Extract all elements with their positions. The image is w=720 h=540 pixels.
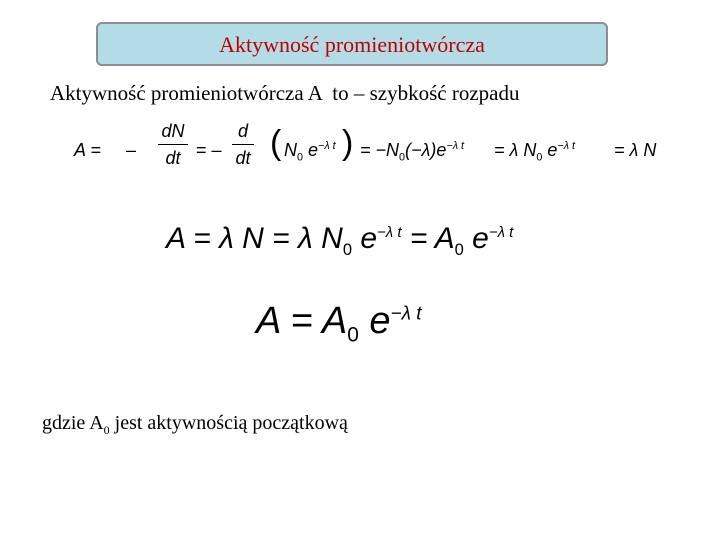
eq2-e2: e (472, 222, 489, 255)
eq1-frac1-denominator: dt (165, 148, 181, 168)
eq1-fraction-dNdt (158, 120, 188, 169)
eq1-frac1-bar (158, 144, 188, 145)
eq1-paren-content: $N_0$ $e^{-\lambda t}$ (284, 140, 336, 164)
eq2-part1: A = λ N = λ N (166, 222, 343, 255)
eq2-e1: e (360, 222, 378, 255)
eq1-equals-minus: = – (196, 140, 222, 160)
eq1-frac2-numerator: d (237, 121, 248, 141)
eq1-paren-open: ( (270, 124, 282, 162)
eq2-sub1: 0 (342, 241, 352, 259)
eq3-part1: A = A (256, 300, 348, 342)
eq1-lhs: A = (74, 140, 101, 160)
equation-derivation (74, 120, 674, 184)
equation-activity-decay (256, 300, 422, 348)
eq1-frac2-bar (232, 144, 254, 145)
eq2-sub2: 0 (454, 241, 464, 259)
eq1-paren-close: ) (342, 124, 354, 162)
eq2-exp1: −λ t (377, 224, 402, 241)
eq1-frac1-numerator: dN (161, 121, 185, 141)
slide-title: Aktywność promieniotwórcza (219, 32, 485, 57)
eq1-fraction-ddt (232, 120, 254, 169)
equation-activity-full (166, 222, 513, 260)
definition-text: Aktywność promieniotwórcza A to – szybkość rozpadu (50, 81, 520, 105)
eq1-middle-term: = $-N_0(-\lambda)e^{-\lambda t}$ (360, 140, 465, 164)
eq1-frac2-denominator: dt (235, 148, 251, 168)
footnote-sub: 0 (103, 423, 110, 437)
eq1-lambda-term: = λ $N_0$ $e^{-\lambda t}$ (494, 140, 576, 164)
title-box (96, 22, 608, 66)
eq3-e1: e (369, 300, 391, 342)
eq2-exp2: −λ t (488, 224, 514, 241)
eq1-end-term: = λ N (614, 140, 657, 160)
footnote-text (42, 410, 348, 443)
eq2-part2: = A (409, 222, 455, 255)
footnote-pre: gdzie A (42, 412, 104, 434)
eq3-exp1: −λ t (390, 303, 422, 325)
eq3-sub1: 0 (347, 323, 359, 347)
footnote-post: jest aktywnością początkową (109, 412, 348, 434)
eq1-minus: – (126, 140, 137, 160)
